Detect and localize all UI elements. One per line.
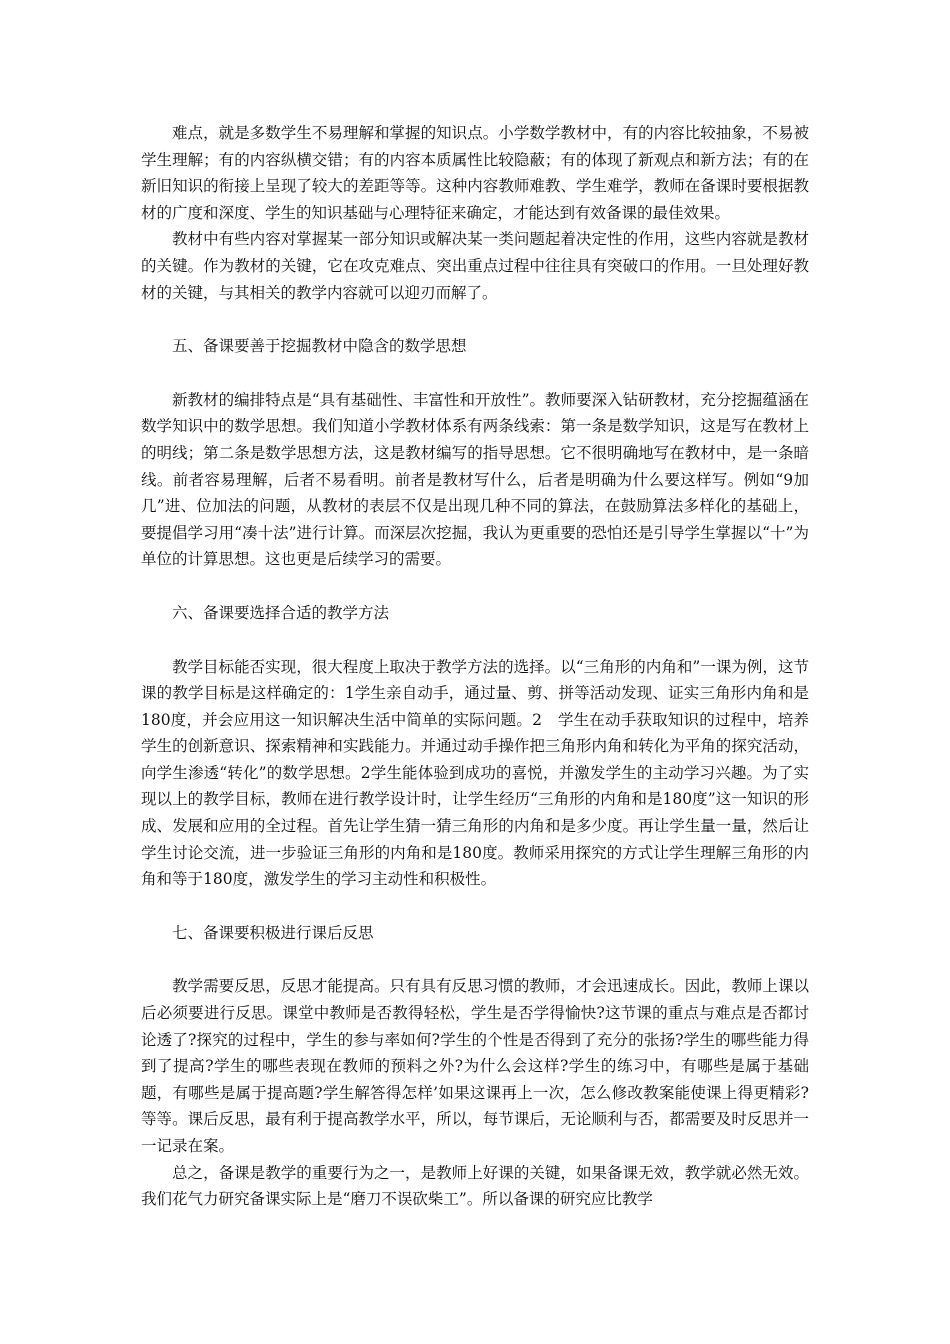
paragraph-key-points: 教材中有些内容对掌握某一部分知识或解决某一类问题起着决定性的作用，这些内容就是教材的关键。作为教材的关键，它在攻克难点、突出重点过程中往往具有突破口的作用。一旦处理好教材的关键，与其相关的教学内容就可以迎刃而解了。 xyxy=(141,230,809,302)
paragraph-summary: 总之，备课是教学的重要行为之一，是教师上好课的关键，如果备课无效，教学就必然无效。我们花气力研究备课实际上是“磨刀不误砍柴工”。所以备课的研究应比教学 xyxy=(141,1163,809,1209)
paragraph-math-thinking: 新教材的编排特点是“具有基础性、丰富性和开放性”。教师要深入钻研教材，充分挖掘蕴涵在数学知识中的数学思想。我们知道小学教材体系有两条线索：第一条是数学知识，这是写在教材上的明线；第二条是数学思想方法，这是教材编写的指导思想。它不很明确地写在教材中，是一条暗线。前者容易理解，后者不易看明。前者是教材写什么，后者是明确为什么要这样写。例如“9加几”进、位加法的问题，从教材的表层不仅是出现几种不同的算法，在鼓励算法多样化的基础上，要提倡学习用“凑十法”进行计算。而深层次挖掘，我认为更重要的恐怕还是引导学生掌握以“十”为单位的计算思想。这也更是后续学习的需要。 xyxy=(141,390,809,569)
paragraph-teaching-method: 教学目标能否实现，很大程度上取决于教学方法的选择。以“三角形的内角和”一课为例，这节课的教学目标是这样确定的：1学生亲自动手，通过量、剪、拼等活动发现、证实三角形内角和是180度，并会应用这一知识解决生活中简单的实际问题。2 学生在动手获取知识的过程中，培养学生的创新意识、探索精神和实践能力。并通过动手操作把三角形内角和转化为平角的探究活动，向学生渗透“转化”的数学思想。2学生能体验到成功的喜悦，并激发学生的主动学习兴趣。为了实现以上的教学目标，教师在进行教学设计时，让学生经历“三角形的内角和是180度”这一知识的形成、发展和应用的全过程。首先让学生猜一猜三角形的内角和是多少度。再让学生量一量，然后让学生讨论交流，进一步验证三角形的内角和是180度。教师采用探究的方式让学生理解三角形的内角和等于180度，激发学生的学习主动性和积极性。 xyxy=(141,657,809,889)
section-heading-7: 七、备课要积极进行课后反思 xyxy=(172,923,374,942)
paragraph-difficulty: 难点，就是多数学生不易理解和掌握的知识点。小学数学教材中，有的内容比较抽象，不易被学生理解；有的内容纵横交错；有的内容本质属性比较隐蔽；有的体现了新观点和新方法；有的在新旧知识的衔接上呈现了较大的差距等等。这种内容教师难教、学生难学，教师在备课时要根据教材的广度和深度、学生的知识基础与心理特征来确定，才能达到有效备课的最佳效果。 xyxy=(141,124,809,222)
document-page xyxy=(141,120,809,1213)
paragraph-reflection: 教学需要反思，反思才能提高。只有具有反思习惯的教师，才会迅速成长。因此，教师上课以后必须要进行反思。课堂中教师是否教得轻松，学生是否学得愉快?这节课的重点与难点是否都讨论透了?探究的过程中，学生的参与率如何?学生的个性是否得到了充分的张扬?学生的哪些能力得到了提高?学生的哪些表现在教师的预料之外?为什么会这样?学生的练习中，有哪些是属于基础题，有哪些是属于提高题?学生解答得怎样’如果这课再上一次，怎么修改教案能使课上得更精彩?等等。课后反思，最有利于提高教学水平，所以，每节课后，无论顺利与否，都需要及时反思并一一记录在案。 xyxy=(141,977,809,1155)
section-heading-5: 五、备课要善于挖掘教材中隐含的数学思想 xyxy=(172,337,467,356)
section-heading-6: 六、备课要选择合适的教学方法 xyxy=(172,603,390,622)
